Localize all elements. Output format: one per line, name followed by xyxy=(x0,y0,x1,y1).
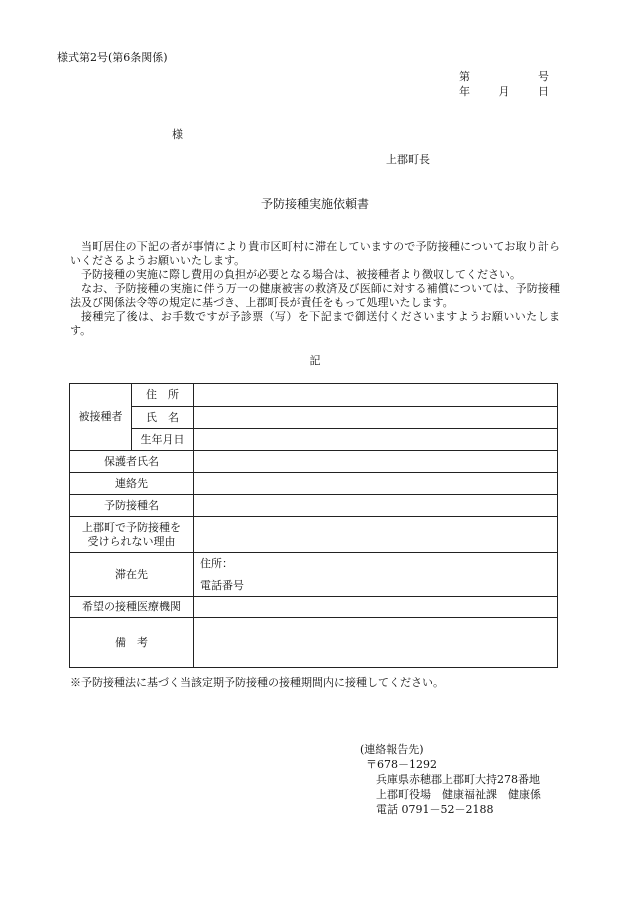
reason-label xyxy=(70,517,194,553)
address-label: 住 所 xyxy=(132,384,194,407)
remarks-label: 備 考 xyxy=(70,618,194,668)
number-suffix: 号 xyxy=(538,70,549,83)
guardian-label: 保護者氏名 xyxy=(70,451,194,473)
date-month: 月 xyxy=(498,85,510,98)
table-row xyxy=(70,495,558,517)
table-row xyxy=(70,384,558,407)
contact-field[interactable] xyxy=(194,473,558,495)
contact-heading: (連絡報告先) xyxy=(360,743,424,756)
body-paragraph: 接種完了後は、お手数ですが予診票（写）を下記まで御送付くださいますようお願いいたします。 xyxy=(70,310,560,337)
reason-field[interactable] xyxy=(194,517,558,553)
desired-clinic-field[interactable] xyxy=(194,597,558,618)
document-number-line xyxy=(459,70,549,83)
contact-info xyxy=(360,742,541,817)
contact-phone: 電話 0791－52－2188 xyxy=(376,803,494,816)
birthdate-label: 生年月日 xyxy=(132,429,194,451)
body-paragraph: 当町居住の下記の者が事情により貴市区町村に滞在していますので予防接種についてお取り計らいくださるようお願いいたします。 xyxy=(70,240,560,267)
table-row xyxy=(70,618,558,668)
table-row xyxy=(70,517,558,553)
remarks-field[interactable] xyxy=(194,618,558,668)
stay-phone-label: 電話番号 xyxy=(200,578,244,592)
desired-clinic-label: 希望の接種医療機関 xyxy=(70,597,194,618)
addressee-suffix: 様 xyxy=(172,128,183,141)
contact-postal: 〒678－1292 xyxy=(366,758,437,771)
date-year: 年 xyxy=(459,85,470,98)
table-row xyxy=(70,597,558,618)
reason-label-line1: 上郡町で予防接種を xyxy=(82,520,181,534)
name-label: 氏 名 xyxy=(132,407,194,429)
contact-label: 連絡先 xyxy=(70,473,194,495)
form-number-label: 様式第2号(第6条関係) xyxy=(57,51,168,64)
stay-address-label: 住所： xyxy=(200,556,233,570)
stay-label: 滞在先 xyxy=(70,553,194,597)
ki-marker: 記 xyxy=(309,354,321,367)
number-prefix: 第 xyxy=(459,70,470,83)
request-form-table xyxy=(69,383,558,668)
guardian-field[interactable] xyxy=(194,451,558,473)
table-row xyxy=(70,451,558,473)
contact-office: 上郡町役場 健康福祉課 健康係 xyxy=(376,788,541,801)
footnote: ※予防接種法に基づく当該定期予防接種の接種期間内に接種してください。 xyxy=(70,676,444,689)
table-row xyxy=(70,407,558,429)
vaccine-field[interactable] xyxy=(194,495,558,517)
table-row xyxy=(70,429,558,451)
name-field[interactable] xyxy=(194,407,558,429)
date-line xyxy=(459,85,549,98)
reason-label-line2: 受けられない理由 xyxy=(87,534,176,548)
issuer: 上郡町長 xyxy=(386,153,430,166)
table-row xyxy=(70,473,558,495)
birthdate-field[interactable] xyxy=(194,429,558,451)
body-paragraph: なお、予防接種の実施に伴う万一の健康被害の救済及び医師に対する補償については、予防接種法及び関係法令等の規定に基づき、上郡町長が責任をもって処理いたします。 xyxy=(70,282,560,309)
body-paragraph: 予防接種の実施に際し費用の負担が必要となる場合は、被接種者より徴収してください。 xyxy=(81,268,521,281)
table-row xyxy=(70,553,558,597)
contact-address: 兵庫県赤穂郡上郡町大持278番地 xyxy=(376,773,540,786)
date-day: 日 xyxy=(538,85,549,98)
address-field[interactable] xyxy=(194,384,558,407)
document-title: 予防接種実施依頼書 xyxy=(260,197,369,211)
body-text xyxy=(70,240,560,338)
vaccine-label: 予防接種名 xyxy=(70,495,194,517)
recipient-group-label: 被接種者 xyxy=(70,384,132,451)
stay-field[interactable] xyxy=(194,553,558,597)
